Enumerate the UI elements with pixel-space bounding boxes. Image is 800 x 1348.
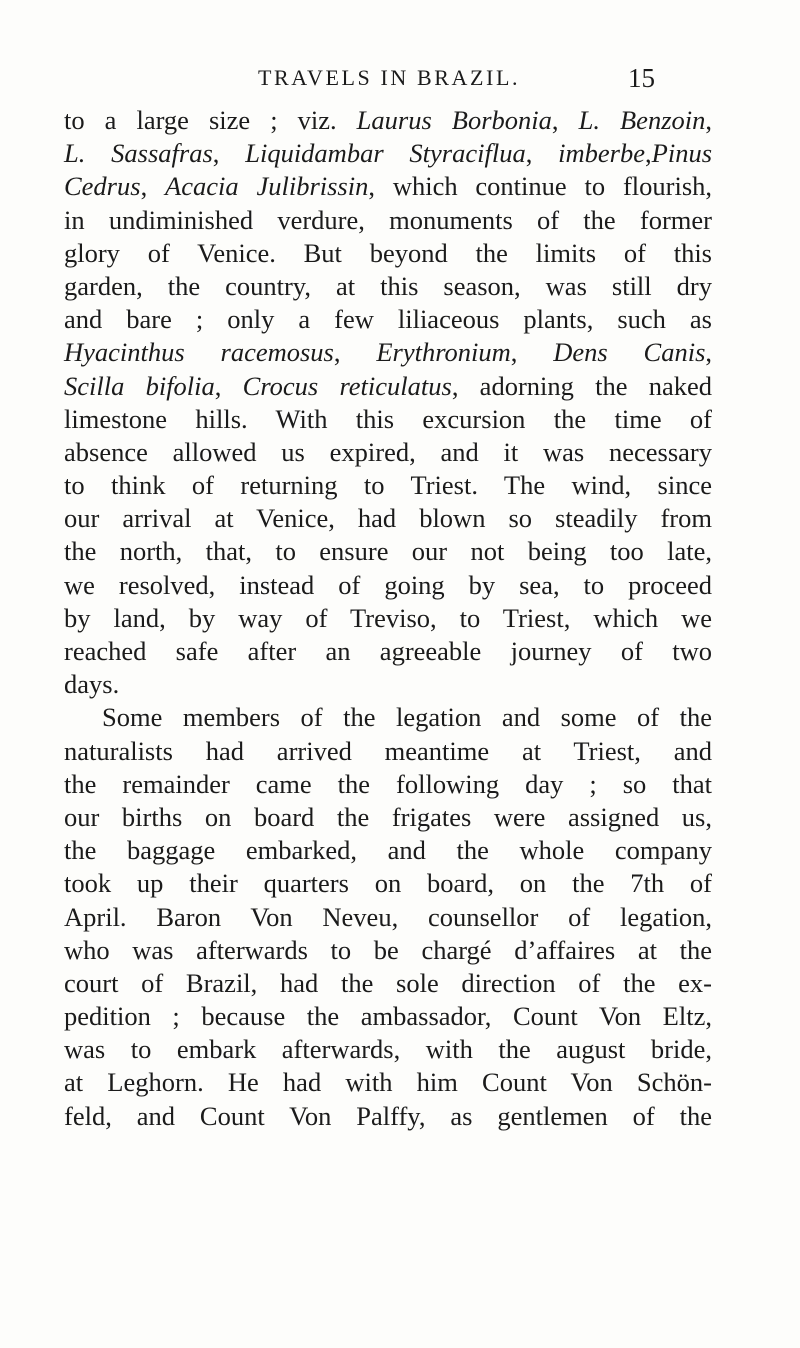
text-run: our births on board the frigates were assigned us,	[64, 801, 712, 832]
text-run: court of Brazil, had the sole direction of the ex-	[64, 967, 712, 998]
text-run: limestone hills. With this excursion the time of	[64, 403, 712, 434]
italic-text: Dens Canis	[553, 337, 706, 368]
text-line	[64, 237, 712, 270]
text-line	[64, 502, 712, 535]
text-run: Some members of the legation and some of the	[102, 702, 712, 733]
text-line	[64, 403, 712, 436]
text-line	[64, 303, 712, 336]
text-run: took up their quarters on board, on the 7th of	[64, 868, 712, 899]
text-run: to think of returning to Triest. The wind, since	[64, 470, 712, 501]
text-line	[64, 967, 712, 1000]
text-line	[64, 170, 712, 203]
text-line	[64, 801, 712, 834]
text-line	[64, 270, 712, 303]
text-line	[64, 1033, 712, 1066]
text-run: ,	[212, 138, 246, 169]
italic-text: Liquidambar Styraciflua	[245, 138, 526, 169]
text-line	[64, 370, 712, 403]
text-run: garden, the country, at this season, was still dry	[64, 270, 712, 301]
text-line	[64, 834, 712, 867]
text-run: the north, that, to ensure our not being too late,	[64, 536, 712, 567]
text-run: to a large size ; viz.	[64, 105, 357, 135]
text-line	[64, 569, 712, 602]
text-run: our arrival at Venice, had blown so steadily from	[64, 503, 712, 534]
text-line	[64, 336, 712, 369]
text-line	[64, 204, 712, 237]
text-line	[64, 535, 712, 568]
text-run: at Leghorn. He had with him Count Von Schön-	[64, 1067, 712, 1098]
text-run: by land, by way of Treviso, to Triest, which we	[64, 602, 712, 633]
text-run: days.	[64, 669, 120, 700]
running-title: TRAVELS IN BRAZIL.	[258, 65, 521, 90]
text-run: pedition ; because the ambassador, Count Von Eltz,	[64, 1001, 712, 1032]
text-line	[64, 1100, 712, 1133]
text-run: we resolved, instead of going by sea, to proceed	[64, 569, 712, 600]
italic-text: Cedrus	[64, 171, 141, 202]
text-run: ,	[551, 105, 579, 135]
italic-text: Scilla bifolia	[64, 370, 215, 401]
text-run: and bare ; only a few liliaceous plants, such as	[64, 304, 712, 335]
body-text	[64, 104, 712, 1133]
text-run: in undiminished verdure, monuments of the former	[64, 204, 712, 235]
text-run: , which continue to flourish,	[368, 171, 713, 202]
italic-text: imberbe	[558, 138, 646, 169]
text-run: April. Baron Von Neveu, counsellor of legation,	[64, 901, 712, 932]
text-run: was to embark afterwards, with the august bride,	[64, 1034, 712, 1065]
text-run: ,	[645, 138, 652, 169]
text-line	[64, 137, 712, 170]
text-line	[64, 602, 712, 635]
text-line	[64, 768, 712, 801]
text-run: reached safe after an agreeable journey of two	[64, 636, 712, 666]
text-run: glory of Venice. But beyond the limits of this	[64, 237, 712, 268]
text-run: naturalists had arrived meantime at Triest, and	[64, 735, 712, 766]
text-line	[64, 635, 712, 668]
italic-text: L. Sassafras	[64, 138, 213, 169]
italic-text: Erythronium	[376, 337, 511, 368]
text-line	[64, 436, 712, 469]
running-head	[0, 58, 800, 98]
text-line	[64, 934, 712, 967]
italic-text: Laurus Borbonia	[356, 105, 552, 135]
text-run: , adorning the naked	[451, 370, 712, 401]
text-run: ,	[510, 337, 554, 368]
text-run: ,	[333, 337, 377, 368]
text-line	[64, 1000, 712, 1033]
italic-text: Crocus reticulatus	[242, 370, 452, 401]
italic-text: L. Benzoin	[578, 105, 706, 135]
page-number: 15	[628, 63, 655, 93]
italic-text: Acacia Julibrissin	[165, 171, 369, 202]
text-run: ,	[705, 337, 713, 368]
text-run: the remainder came the following day ; so that	[64, 768, 712, 799]
text-line	[64, 701, 712, 734]
text-run: who was afterwards to be chargé d’affaires at the	[64, 934, 712, 965]
text-run: ,	[140, 171, 166, 202]
italic-text: Pinus	[651, 138, 713, 169]
text-run: the baggage embarked, and the whole company	[64, 835, 712, 866]
text-line	[64, 469, 712, 502]
text-line	[64, 1066, 712, 1099]
text-line	[64, 735, 712, 768]
text-run: absence allowed us expired, and it was necessary	[64, 436, 712, 467]
text-line	[64, 867, 712, 900]
italic-text: Hyacinthus racemosus	[64, 337, 334, 368]
text-run: ,	[525, 138, 559, 169]
text-run: feld, and Count Von Palffy, as gentlemen of the	[64, 1100, 712, 1131]
text-line	[64, 104, 712, 137]
text-run: ,	[214, 370, 243, 401]
text-line	[64, 668, 712, 701]
text-run: ,	[705, 105, 712, 135]
text-line	[64, 901, 712, 934]
